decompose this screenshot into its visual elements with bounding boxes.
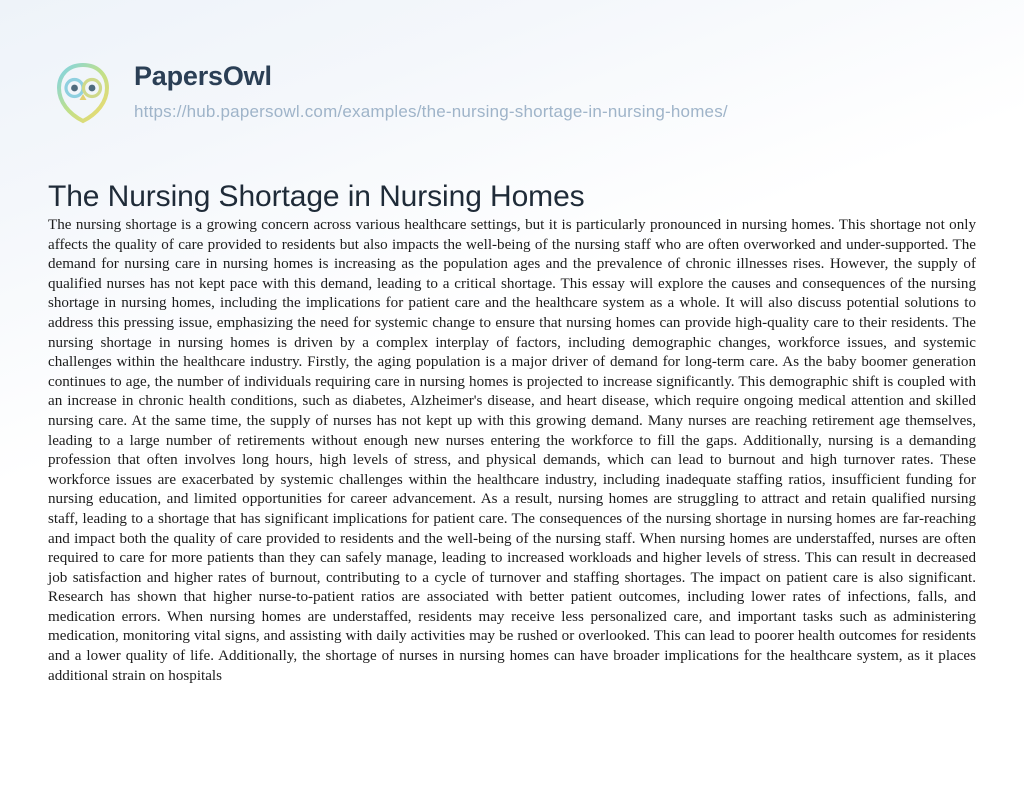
site-header (48, 56, 976, 142)
article-url[interactable]: https://hub.papersowl.com/examples/the-nursing-shortage-in-nursing-homes/ (134, 101, 728, 121)
owl-logo-icon (48, 60, 120, 136)
brand-name[interactable]: PapersOwl (134, 61, 272, 91)
article-body: The nursing shortage is a growing concern across various healthcare settings, but it is particularly pronounced in nursing homes. This shortage not only affects the quality of care provided to residents but also impacts the well-being of the nursing staff who are often overworked and under-supported. The demand for nursing care in nursing homes is increasing as the population ages and the prevalence of chronic illnesses rises. However, the supply of qualified nurses has not kept pace with this demand, leading to a critical shortage. This essay will explore the causes and consequences of the nursing shortage in nursing homes, including the implications for patient care and the healthcare system as a whole. It will also discuss potential solutions to address this pressing issue, emphasizing the need for systemic change to ensure that nursing homes can provide high-quality care to their residents. The nursing shortage in nursing homes is driven by a complex interplay of factors, including demographic changes, workforce issues, and systemic challenges within the healthcare industry. Firstly, the aging population is a major driver of demand for long-term care. As the baby boomer generation continues to age, the number of individuals requiring care in nursing homes is projected to increase significantly. This demographic shift is coupled with an increase in chronic health conditions, such as diabetes, Alzheimer's disease, and heart disease, which require ongoing medical attention and skilled nursing care. At the same time, the supply of nurses has not kept up with this growing demand. Many nurses are reaching retirement age themselves, leading to a large number of retirements without enough new nurses entering the workforce to fill the gaps. Additionally, nursing is a demanding profession that often involves long hours, high levels of stress, and physical demands, which can lead to burnout and high turnover rates. These workforce issues are exacerbated by systemic challenges within the healthcare industry, including inadequate staffing ratios, insufficient funding for nursing education, and limited opportunities for career advancement. As a result, nursing homes are struggling to attract and retain qualified nursing staff, leading to a shortage that has significant implications for patient care. The consequences of the nursing shortage in nursing homes are far-reaching and impact both the quality of care provided to residents and the well-being of the nursing staff. When nursing homes are understaffed, nurses are often required to care for more patients than they can safely manage, leading to increased workloads and higher levels of stress. This can result in decreased job satisfaction and higher rates of burnout, contributing to a cycle of turnover and staffing shortages. The impact on patient care is also significant. Research has shown that higher nurse-to-patient ratios are associated with better patient outcomes, including lower rates of infections, falls, and medication errors. When nursing homes are understaffed, residents may receive less personalized care, and important tasks such as administering medication, monitoring vital signs, and assisting with daily activities may be rushed or overlooked. This can lead to poorer health outcomes for residents and a lower quality of life. Additionally, the shortage of nurses in nursing homes can have broader implications for the healthcare system, as it places additional strain on hospitals (48, 217, 976, 684)
page-title: The Nursing Shortage in Nursing Homes (48, 180, 585, 214)
brand-block (134, 56, 728, 122)
